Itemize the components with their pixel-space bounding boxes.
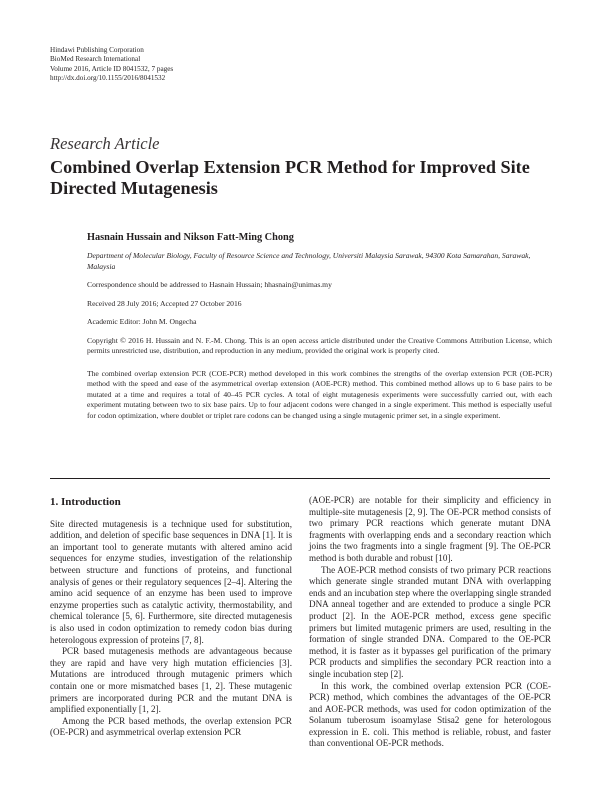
paragraph: The AOE-PCR method consists of two primary PCR reactions which generate single stranded mutant DNA with overlapping ends and an incubation step where the overlapping single stranded DNA anneal together and are extended to produce a single PCR product [2]. In the AOE-PCR method, excess gene specific primers but limited mutagenic primers are used, resulting in the formation of single stranded DNA. Compared to the OE-PCR method, it is faster as it bypasses gel purification of the primary PCR products and simplifies the secondary PCR reaction into a single incubation step [2]. bbox=[309, 564, 551, 679]
academic-editor: Academic Editor: John M. Ongecha bbox=[87, 317, 197, 326]
right-column bbox=[309, 495, 551, 750]
left-column bbox=[50, 495, 292, 739]
section-heading: 1. Introduction bbox=[50, 496, 121, 508]
publisher-line: Hindawi Publishing Corporation bbox=[50, 46, 144, 54]
paragraph: (AOE-PCR) are notable for their simplicity and efficiency in multiple-site mutagenesis [2, 9]. The OE-PCR method consists of two primary PCR reactions which generate mutant DNA fragments with overlapping ends and a secondary reaction which joins the two fragments into a single fragment [9]. The OE-PCR method is both durable and robust [10]. bbox=[309, 495, 551, 563]
article-type: Research Article bbox=[50, 134, 160, 153]
authors: Hasnain Hussain and Nikson Fatt-Ming Chong bbox=[87, 232, 294, 243]
paragraph: Site directed mutagenesis is a technique used for substitution, addition, and deletion of specific base sequences in DNA [1]. It is an important tool to generate mutants with altered amino acid sequences for enzyme studies, investigation of the relationship between structure and functions of proteins, and functional analysis of genes or their regulatory sequences [2–4]. Altering the amino acid sequence of an enzyme has been used to improve enzyme properties such as catalytic activity, thermostability, and chemical tolerance [5, 6]. Furthermore, site directed mutagenesis is also used in codon optimization to remedy codon bias during heterologous expression of proteins [7, 8]. bbox=[50, 518, 292, 645]
dates: Received 28 July 2016; Accepted 27 October 2016 bbox=[87, 298, 242, 308]
paper-title: Combined Overlap Extension PCR Method for Improved Site Directed Mutagenesis bbox=[50, 157, 530, 198]
volume-line: Volume 2016, Article ID 8041532, 7 pages bbox=[50, 64, 174, 73]
section-divider bbox=[50, 478, 550, 479]
paragraph: In this work, the combined overlap extension PCR (COE-PCR) method, which combines the advantages of the OE-PCR and AOE-PCR methods, was used for codon optimization of the Solanum tuberosum isoamylase Stisa2 gene for heterologous expression in E. coli. This method is reliable, robust, and faster than conventional OE-PCR methods. bbox=[309, 680, 551, 749]
doi-link[interactable]: http://dx.doi.org/10.1155/2016/8041532 bbox=[50, 74, 166, 83]
correspondence: Correspondence should be addressed to Hasnain Hussain; hhasnain@unimas.my bbox=[87, 280, 332, 289]
front-matter bbox=[87, 232, 552, 421]
paragraph: PCR based mutagenesis methods are advantageous because they are rapid and have very high mutation efficiencies [3]. Mutations are introduced through mutagenic primers which contain one or more mismatched bases [1, 2]. These mutagenic primers are incorporated during PCR and the mutant DNA is amplified exponentially [1, 2]. bbox=[50, 646, 292, 715]
abstract: The combined overlap extension PCR (COE-PCR) method developed in this work combines the strengths of the overlap extension PCR (OE-PCR) method with the speed and ease of the asymmetrical overlap extension (AOE-PCR) method. This combined method allows up to 6 base pairs to be mutated at a time and requires a total of 40–45 PCR cycles. A total of eight mutagenesis experiments were successfully carried out, with each experiment mutating between two to six base pairs. Up to four adjacent codons were changed in a single experiment. This method is especially useful for codon optimization, where doublet or triplet rare codons can be changed using a single mutagenic primer set, in a single experiment. bbox=[87, 368, 552, 420]
journal-header bbox=[50, 46, 173, 84]
affiliation: Department of Molecular Biology, Faculty of Resource Science and Technology, Universiti Malaysia Sarawak, 94300 Kota Samarahan, Sarawak, Malaysia bbox=[87, 251, 531, 271]
paragraph: Among the PCR based methods, the overlap extension PCR (OE-PCR) and asymmetrical overlap extension PCR bbox=[50, 715, 292, 738]
copyright-notice: Copyright © 2016 H. Hussain and N. F.-M. Chong. This is an open access article distributed under the Creative Commons Attribution License, which permits unrestricted use, distribution, and reproduction in any medium, provided the original work is properly cited. bbox=[87, 335, 552, 355]
journal-name: BioMed Research International bbox=[50, 55, 141, 64]
